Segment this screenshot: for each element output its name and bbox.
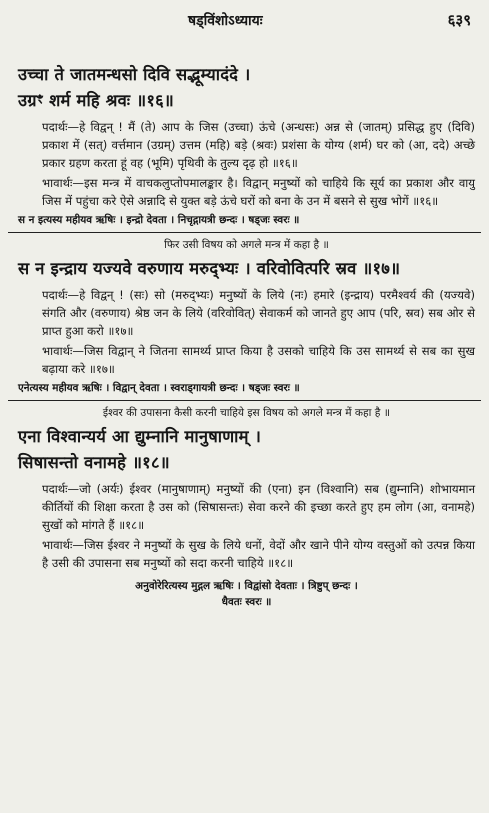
divider	[8, 232, 481, 233]
mantra-18-line-1: एना विश्वान्यर्य आ द्युम्नानि मानुषाणाम् ।	[18, 427, 262, 446]
padartha-18: पदार्थः—जो (अर्यः) ईश्वर (मानुषाणाम्) मनुष्यों की (एना) इन (विश्वानि) सब (द्युम्नानि) शोभायमान कीर्तियों की शिक्षा करता है उस को (सिषासन्तः) सेवा करने की इच्छा करते हुए हम लोग (आ, वनामहे) सुखों को मांगते हैं ॥१८॥	[42, 482, 475, 532]
intro-18: ईश्वर की उपासना कैसी करनी चाहिये इस विषय को अगले मन्त्र में कहा है ॥	[102, 407, 391, 419]
mantra-17: स न इन्द्राय यज्यवे वरुणाय मरुद्भ्यः । वरिवोवित्परि स्रव ॥१७॥	[18, 259, 401, 278]
chapter-title: षड्विंशोऽध्यायः	[188, 12, 263, 29]
mantra-18-line-2: सिषासन्तो वनामहे ॥१८॥	[18, 453, 170, 472]
mantra-16-line-1: उच्चा ते जातमन्धसो दिवि सद्भूम्यादंदे ।	[18, 65, 251, 84]
rishi-devata-18: एनेत्यस्य महीयव ऋषिः । विद्वान् देवता । स्वराड्गायत्री छन्दः । षड्जः स्वरः ॥	[18, 382, 300, 394]
intro-17: फिर उसी विषय को अगले मन्त्र में कहा है ॥	[164, 239, 329, 251]
bhavartha-16: भावार्थः—इस मन्त्र में वाचकलुप्तोपमालङ्कार है। विद्वान् मनुष्यों को चाहिये कि सूर्य का प्रकाश और वायु जिस में पहुंचा करे ऐसे अन्नादि से युक्त बड़े ऊंचे घरों को बना के उन में बसने से सुख भोगें ॥१६॥	[42, 176, 475, 208]
rishi-devata-19-line-1: अनुवोरेरित्यस्य मुद्गल ऋषिः । विद्वांसो देवताः । त्रिष्टुप् छन्दः ।	[135, 580, 358, 592]
rishi-devata-19-line-2: धैवतः स्वरः ॥	[221, 596, 272, 608]
rishi-devata-17: स न इत्यस्य महीयव ऋषिः । इन्द्रो देवता । निचृद्गायत्री छन्दः । षड्जः स्वरः ॥	[18, 214, 300, 226]
divider	[8, 400, 481, 401]
padartha-17: पदार्थः—हे विद्वन् ! (सः) सो (मरुद्भ्यः) मनुष्यों के लिये (नः) हमारे (इन्द्राय) परमैश्वर्य की (यज्यवे) संगति और (वरुणाय) श्रेष्ठ जन के लिये (वरिवोवित्) सेवाकर्म को जानते हुए आप (परि, स्रव) सब ओर से प्राप्त हुआ करो ॥१७॥	[42, 288, 475, 338]
padartha-16: पदार्थः—हे विद्वन् ! मैं (ते) आप के जिस (उच्चा) ऊंचे (अन्धसः) अन्न से (जातम्) प्रसिद्ध हुए (दिवि) प्रकाश में (सत्) वर्त्तमान (उग्रम्) उत्तम (महि) बड़े (श्रवः) प्रशंसा के योग्य (शर्म) घर को (आ, ददे) अच्छे प्रकार ग्रहण करता हूं वह (भूमि) पृथिवी के तुल्य दृढ़ हो ॥१६॥	[42, 120, 475, 170]
bhavartha-17: भावार्थः—जिस विद्वान् ने जितना सामर्थ्य प्राप्त किया है उसको चाहिये कि उस सामर्थ्य से सब का सुख बढ़ाया करे ॥१७॥	[42, 344, 475, 376]
page-number: ६३९	[447, 11, 471, 29]
mantra-16-line-2: उग्रꣳ शर्म महि श्रवः ॥१६॥	[18, 91, 175, 110]
page-header	[18, 0, 475, 40]
bhavartha-18: भावार्थः—जिस ईश्वर ने मनुष्यों के सुख के लिये धनों, वेदों और खाने पीने योग्य वस्तुओं को उत्पन्न किया है उसी की उपासना सब मनुष्यों को सदा करनी चाहिये ॥१८॥	[42, 538, 475, 570]
